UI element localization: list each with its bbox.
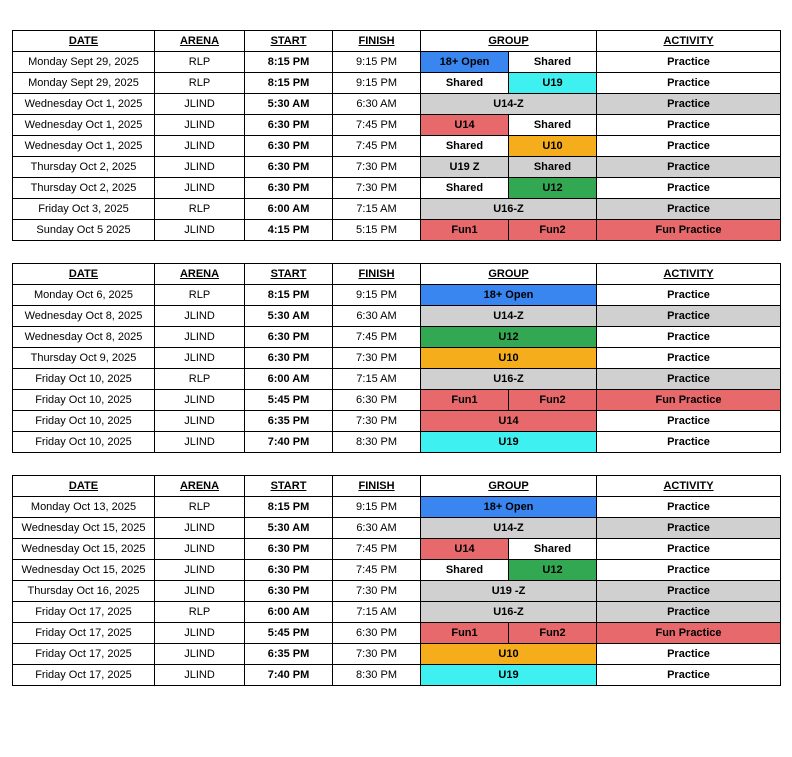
cell-start: 6:30 PM (245, 327, 333, 348)
cell-finish: 8:30 PM (333, 665, 421, 686)
cell-finish: 7:30 PM (333, 581, 421, 602)
column-header-arena: ARENA (155, 264, 245, 285)
cell-group: Shared (509, 115, 597, 136)
column-header-activity: ACTIVITY (597, 264, 781, 285)
cell-date: Wednesday Oct 8, 2025 (13, 327, 155, 348)
table-row (13, 518, 781, 539)
schedule-blocks (0, 30, 792, 686)
table-row (13, 411, 781, 432)
cell-finish: 8:30 PM (333, 432, 421, 453)
cell-group: Fun2 (509, 390, 597, 411)
cell-activity: Practice (597, 327, 781, 348)
schedule-page (0, 30, 792, 757)
cell-arena: RLP (155, 285, 245, 306)
cell-group: U14 (421, 539, 509, 560)
column-header-group: GROUP (421, 264, 597, 285)
cell-start: 8:15 PM (245, 52, 333, 73)
cell-group: U16-Z (421, 369, 597, 390)
cell-arena: JLIND (155, 581, 245, 602)
cell-arena: JLIND (155, 623, 245, 644)
cell-finish: 9:15 PM (333, 497, 421, 518)
cell-date: Thursday Oct 2, 2025 (13, 178, 155, 199)
cell-date: Friday Oct 10, 2025 (13, 432, 155, 453)
cell-date: Monday Oct 13, 2025 (13, 497, 155, 518)
cell-start: 6:30 PM (245, 136, 333, 157)
cell-start: 8:15 PM (245, 497, 333, 518)
cell-group: U14-Z (421, 94, 597, 115)
column-header-group: GROUP (421, 476, 597, 497)
cell-finish: 9:15 PM (333, 52, 421, 73)
cell-group: Shared (421, 136, 509, 157)
table-row (13, 178, 781, 199)
cell-date: Friday Oct 17, 2025 (13, 665, 155, 686)
table-row (13, 539, 781, 560)
cell-activity: Practice (597, 665, 781, 686)
column-header-arena: ARENA (155, 31, 245, 52)
table-row (13, 602, 781, 623)
cell-activity: Practice (597, 560, 781, 581)
cell-group: Shared (509, 157, 597, 178)
table-row (13, 560, 781, 581)
table-row (13, 390, 781, 411)
cell-arena: JLIND (155, 136, 245, 157)
cell-finish: 9:15 PM (333, 73, 421, 94)
column-header-finish: FINISH (333, 31, 421, 52)
table-row (13, 348, 781, 369)
cell-group: U14-Z (421, 518, 597, 539)
cell-group: U16-Z (421, 199, 597, 220)
column-header-activity: ACTIVITY (597, 476, 781, 497)
cell-group: 18+ Open (421, 497, 597, 518)
cell-group: 18+ Open (421, 52, 509, 73)
cell-start: 5:45 PM (245, 390, 333, 411)
table-row (13, 94, 781, 115)
cell-date: Friday Oct 10, 2025 (13, 390, 155, 411)
cell-finish: 7:15 AM (333, 199, 421, 220)
cell-activity: Practice (597, 518, 781, 539)
cell-date: Sunday Oct 5 2025 (13, 220, 155, 241)
schedule-table-block (12, 263, 780, 453)
cell-activity: Practice (597, 115, 781, 136)
cell-date: Friday Oct 3, 2025 (13, 199, 155, 220)
cell-start: 6:00 AM (245, 602, 333, 623)
column-header-arena: ARENA (155, 476, 245, 497)
cell-finish: 7:30 PM (333, 157, 421, 178)
cell-start: 7:40 PM (245, 665, 333, 686)
cell-finish: 7:45 PM (333, 539, 421, 560)
cell-group: U14-Z (421, 306, 597, 327)
cell-arena: JLIND (155, 644, 245, 665)
cell-arena: JLIND (155, 220, 245, 241)
schedule-table-block (12, 30, 780, 241)
table-row (13, 220, 781, 241)
cell-activity: Practice (597, 581, 781, 602)
cell-group: Fun2 (509, 623, 597, 644)
column-header-date: DATE (13, 31, 155, 52)
cell-group: U19 Z (421, 157, 509, 178)
cell-start: 6:30 PM (245, 348, 333, 369)
cell-group: U19 (421, 432, 597, 453)
cell-activity: Practice (597, 52, 781, 73)
table-header-row (13, 264, 781, 285)
cell-group: Fun1 (421, 623, 509, 644)
cell-group: U12 (421, 327, 597, 348)
cell-group: Shared (509, 52, 597, 73)
table-row (13, 115, 781, 136)
cell-arena: JLIND (155, 306, 245, 327)
schedule-table (12, 263, 781, 453)
cell-start: 5:45 PM (245, 623, 333, 644)
cell-date: Wednesday Oct 15, 2025 (13, 560, 155, 581)
cell-date: Monday Oct 6, 2025 (13, 285, 155, 306)
cell-activity: Practice (597, 644, 781, 665)
schedule-table-block (12, 475, 780, 686)
table-row (13, 136, 781, 157)
cell-activity: Fun Practice (597, 220, 781, 241)
cell-group: U16-Z (421, 602, 597, 623)
cell-date: Thursday Oct 9, 2025 (13, 348, 155, 369)
cell-start: 6:30 PM (245, 581, 333, 602)
cell-finish: 7:30 PM (333, 644, 421, 665)
cell-finish: 6:30 PM (333, 623, 421, 644)
cell-activity: Practice (597, 285, 781, 306)
cell-start: 6:30 PM (245, 560, 333, 581)
cell-date: Wednesday Oct 15, 2025 (13, 518, 155, 539)
table-row (13, 665, 781, 686)
column-header-finish: FINISH (333, 264, 421, 285)
cell-group: U14 (421, 115, 509, 136)
cell-arena: JLIND (155, 348, 245, 369)
cell-date: Monday Sept 29, 2025 (13, 52, 155, 73)
cell-date: Wednesday Oct 1, 2025 (13, 136, 155, 157)
cell-group: U19 (509, 73, 597, 94)
cell-date: Friday Oct 17, 2025 (13, 602, 155, 623)
cell-activity: Practice (597, 602, 781, 623)
table-row (13, 497, 781, 518)
cell-activity: Practice (597, 178, 781, 199)
cell-finish: 7:45 PM (333, 136, 421, 157)
cell-activity: Practice (597, 157, 781, 178)
table-row (13, 327, 781, 348)
cell-group: Shared (421, 73, 509, 94)
cell-date: Thursday Oct 16, 2025 (13, 581, 155, 602)
cell-arena: RLP (155, 199, 245, 220)
cell-start: 5:30 AM (245, 518, 333, 539)
cell-activity: Practice (597, 497, 781, 518)
cell-start: 6:35 PM (245, 411, 333, 432)
cell-arena: RLP (155, 602, 245, 623)
table-row (13, 432, 781, 453)
table-header-row (13, 31, 781, 52)
cell-arena: JLIND (155, 518, 245, 539)
cell-start: 6:30 PM (245, 178, 333, 199)
cell-date: Wednesday Oct 15, 2025 (13, 539, 155, 560)
cell-activity: Practice (597, 432, 781, 453)
cell-group: Fun2 (509, 220, 597, 241)
cell-finish: 7:15 AM (333, 369, 421, 390)
column-header-date: DATE (13, 264, 155, 285)
cell-arena: JLIND (155, 411, 245, 432)
cell-start: 5:30 AM (245, 94, 333, 115)
table-row (13, 52, 781, 73)
table-row (13, 73, 781, 94)
cell-start: 6:00 AM (245, 199, 333, 220)
cell-group: U12 (509, 178, 597, 199)
cell-start: 6:30 PM (245, 157, 333, 178)
column-header-start: START (245, 264, 333, 285)
schedule-table (12, 475, 781, 686)
cell-date: Friday Oct 10, 2025 (13, 369, 155, 390)
cell-activity: Practice (597, 369, 781, 390)
cell-start: 6:30 PM (245, 115, 333, 136)
cell-finish: 7:30 PM (333, 178, 421, 199)
cell-start: 4:15 PM (245, 220, 333, 241)
cell-finish: 7:30 PM (333, 348, 421, 369)
column-header-group: GROUP (421, 31, 597, 52)
table-row (13, 369, 781, 390)
table-row (13, 306, 781, 327)
cell-arena: JLIND (155, 94, 245, 115)
cell-group: 18+ Open (421, 285, 597, 306)
table-row (13, 581, 781, 602)
cell-arena: RLP (155, 73, 245, 94)
cell-start: 6:00 AM (245, 369, 333, 390)
cell-group: U12 (509, 560, 597, 581)
cell-date: Wednesday Oct 8, 2025 (13, 306, 155, 327)
column-header-start: START (245, 31, 333, 52)
cell-finish: 7:15 AM (333, 602, 421, 623)
cell-date: Friday Oct 17, 2025 (13, 644, 155, 665)
cell-finish: 6:30 AM (333, 518, 421, 539)
cell-activity: Fun Practice (597, 390, 781, 411)
cell-date: Monday Sept 29, 2025 (13, 73, 155, 94)
cell-group: U14 (421, 411, 597, 432)
cell-group: U19 -Z (421, 581, 597, 602)
cell-arena: JLIND (155, 665, 245, 686)
cell-finish: 5:15 PM (333, 220, 421, 241)
cell-arena: JLIND (155, 539, 245, 560)
cell-activity: Practice (597, 411, 781, 432)
cell-group: U19 (421, 665, 597, 686)
cell-arena: RLP (155, 369, 245, 390)
cell-activity: Practice (597, 306, 781, 327)
cell-finish: 9:15 PM (333, 285, 421, 306)
table-row (13, 644, 781, 665)
cell-start: 8:15 PM (245, 285, 333, 306)
cell-group: U10 (421, 348, 597, 369)
cell-arena: JLIND (155, 157, 245, 178)
cell-arena: JLIND (155, 178, 245, 199)
table-row (13, 157, 781, 178)
cell-start: 6:30 PM (245, 539, 333, 560)
cell-start: 7:40 PM (245, 432, 333, 453)
cell-date: Thursday Oct 2, 2025 (13, 157, 155, 178)
table-header-row (13, 476, 781, 497)
cell-group: Shared (421, 560, 509, 581)
cell-finish: 7:45 PM (333, 115, 421, 136)
cell-date: Friday Oct 10, 2025 (13, 411, 155, 432)
cell-finish: 7:45 PM (333, 560, 421, 581)
cell-activity: Practice (597, 539, 781, 560)
cell-finish: 6:30 AM (333, 306, 421, 327)
table-row (13, 623, 781, 644)
cell-activity: Practice (597, 73, 781, 94)
cell-arena: JLIND (155, 560, 245, 581)
cell-group: Shared (421, 178, 509, 199)
cell-finish: 7:30 PM (333, 411, 421, 432)
cell-arena: JLIND (155, 327, 245, 348)
cell-start: 6:35 PM (245, 644, 333, 665)
column-header-activity: ACTIVITY (597, 31, 781, 52)
cell-arena: JLIND (155, 432, 245, 453)
column-header-start: START (245, 476, 333, 497)
cell-group: U10 (421, 644, 597, 665)
cell-activity: Practice (597, 199, 781, 220)
cell-group: Fun1 (421, 390, 509, 411)
cell-group: U10 (509, 136, 597, 157)
cell-start: 8:15 PM (245, 73, 333, 94)
cell-group: Shared (509, 539, 597, 560)
cell-finish: 7:45 PM (333, 327, 421, 348)
column-header-finish: FINISH (333, 476, 421, 497)
table-row (13, 285, 781, 306)
cell-arena: JLIND (155, 115, 245, 136)
cell-start: 5:30 AM (245, 306, 333, 327)
schedule-table (12, 30, 781, 241)
cell-group: Fun1 (421, 220, 509, 241)
cell-arena: JLIND (155, 390, 245, 411)
cell-activity: Practice (597, 94, 781, 115)
cell-date: Wednesday Oct 1, 2025 (13, 115, 155, 136)
cell-finish: 6:30 PM (333, 390, 421, 411)
cell-arena: RLP (155, 52, 245, 73)
cell-arena: RLP (155, 497, 245, 518)
column-header-date: DATE (13, 476, 155, 497)
cell-date: Wednesday Oct 1, 2025 (13, 94, 155, 115)
cell-activity: Practice (597, 136, 781, 157)
cell-date: Friday Oct 17, 2025 (13, 623, 155, 644)
cell-finish: 6:30 AM (333, 94, 421, 115)
cell-activity: Practice (597, 348, 781, 369)
cell-activity: Fun Practice (597, 623, 781, 644)
table-row (13, 199, 781, 220)
